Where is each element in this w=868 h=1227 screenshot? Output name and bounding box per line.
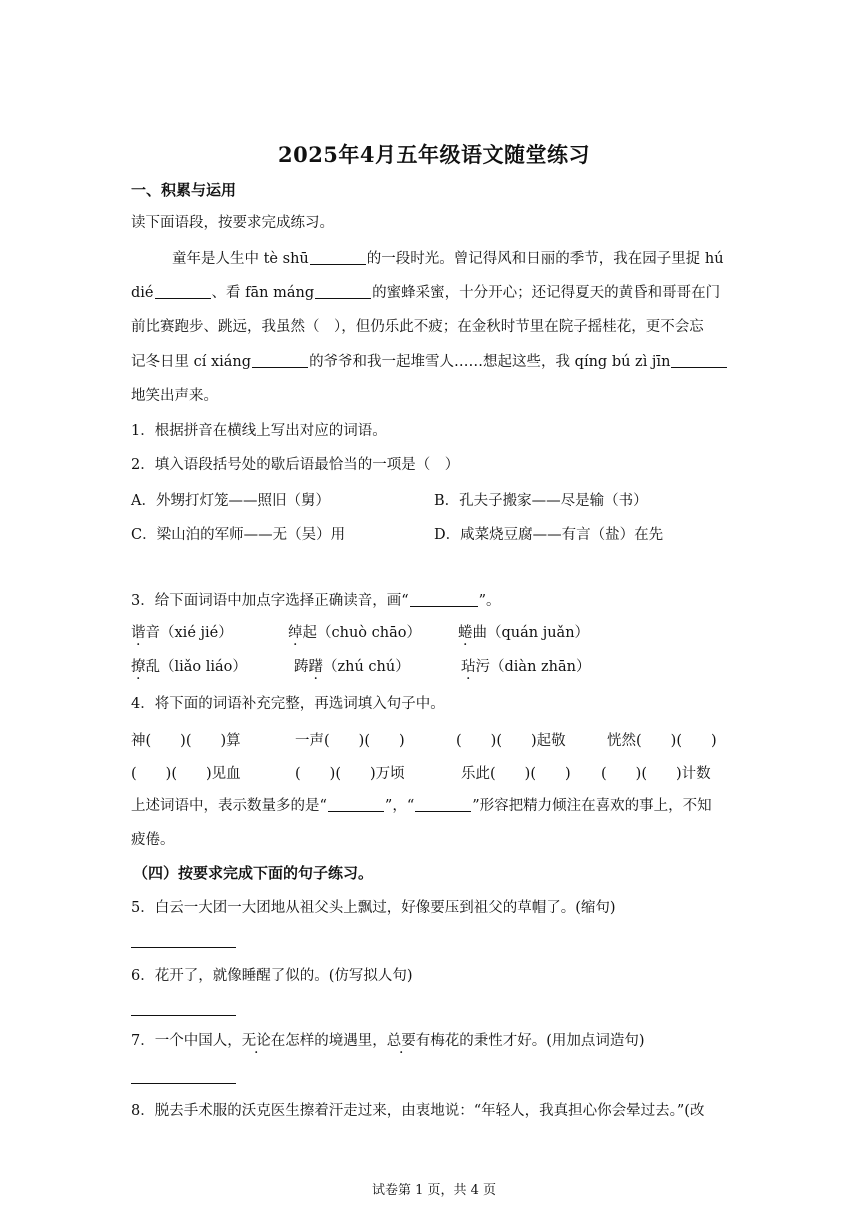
idiom-item[interactable]: ( )( )起敬 xyxy=(456,733,566,749)
page-footer: 试卷第 1 页，共 4 页 xyxy=(371,1183,497,1198)
dotted-word: 无论 xyxy=(241,1033,271,1049)
question-4-sentence-end: 疲倦。 xyxy=(131,832,175,848)
passage-line-2: dié 、看 fān máng 的蜜蜂采蜜，十分开心；还记得夏天的黄昏和哥哥在门 xyxy=(131,285,721,301)
pinyin-choice-2[interactable]: 绰起（chuò chāo） xyxy=(288,625,421,641)
idiom-item[interactable]: ( )( )计数 xyxy=(601,766,711,782)
answer-blank[interactable] xyxy=(155,284,211,299)
passage-line-3: 前比赛跑步、跳远，我虽然（ ），但仍乐此不疲；在金秋时节里在院子摇桂花，更不会忘 xyxy=(131,319,704,335)
question-2: 2．填入语段括号处的歇后语最恰当的一项是（ ） xyxy=(131,457,460,473)
idiom-item[interactable]: 神( )( )算 xyxy=(131,733,241,749)
option-c[interactable]: C．梁山泊的军师——无（吴）用 xyxy=(131,527,346,543)
page-title: 2025年4月五年级语文随堂练习 xyxy=(277,142,591,167)
idiom-item[interactable]: 乐此( )( ) xyxy=(461,766,571,782)
answer-blank[interactable] xyxy=(671,353,727,368)
option-b[interactable]: B．孔夫子搬家——尽是输（书） xyxy=(434,493,648,509)
section-heading-sentences: （四）按要求完成下面的句子练习。 xyxy=(133,864,374,882)
pinyin-choice-1[interactable]: 谐音（xié jié） xyxy=(131,625,233,641)
section-heading-accumulation: 一、积累与运用 xyxy=(131,181,237,199)
question-4-sentence: 上述词语中，表示数量多的是“ ”，“ ”形容把精力倾注在喜欢的事上，不知 xyxy=(131,798,712,814)
answer-line[interactable] xyxy=(131,947,236,948)
question-7: 7．一个中国人，无论在怎样的境遇里，总要有梅花的秉性才好。(用加点词造句) xyxy=(131,1033,645,1049)
question-6: 6．花开了，就像睡醒了似的。(仿写拟人句) xyxy=(131,968,413,984)
pinyin-choice-5[interactable]: 踌躇（zhú chú） xyxy=(294,659,410,675)
answer-blank[interactable] xyxy=(328,797,384,812)
answer-blank[interactable] xyxy=(315,284,371,299)
idiom-item[interactable]: 恍然( )( ) xyxy=(607,733,717,749)
passage-line-1: 童年是人生中 tè shū 的一段时光。曾记得风和日丽的季节，我在园子里捉 hú xyxy=(172,251,724,267)
reading-instruction: 读下面语段，按要求完成练习。 xyxy=(131,215,334,231)
answer-blank xyxy=(410,592,478,607)
answer-line[interactable] xyxy=(131,1015,236,1016)
idiom-item[interactable]: ( )( )见血 xyxy=(131,766,241,782)
pinyin-choice-3[interactable]: 蜷曲（quán juǎn） xyxy=(458,625,590,641)
option-a[interactable]: A．外甥打灯笼——照旧（舅） xyxy=(131,493,330,509)
passage-line-4: 记冬日里 cí xiáng 的爷爷和我一起堆雪人……想起这些，我 qíng bú zì jīn xyxy=(131,353,728,371)
question-5: 5．白云一大团一大团地从祖父头上飘过，好像要压到祖父的草帽了。(缩句) xyxy=(131,900,616,916)
answer-line[interactable] xyxy=(131,1083,236,1084)
question-8: 8．脱去手术服的沃克医生擦着汗走过来，由衷地说：“年轻人，我真担心你会晕过去。”(改 xyxy=(131,1103,705,1119)
answer-blank[interactable] xyxy=(252,353,308,368)
question-4: 4．将下面的词语补充完整，再选词填入句子中。 xyxy=(131,696,445,712)
idiom-item[interactable]: ( )( )万顷 xyxy=(295,766,405,782)
option-d[interactable]: D．咸菜烧豆腐——有言（盐）在先 xyxy=(434,527,664,543)
pinyin-choice-4[interactable]: 撩乱（liǎo liáo） xyxy=(131,659,247,675)
dotted-word: 总要 xyxy=(386,1033,416,1049)
question-1: 1．根据拼音在横线上写出对应的词语。 xyxy=(131,423,387,439)
pinyin-choice-6[interactable]: 玷污（diàn zhān） xyxy=(461,659,591,675)
idiom-item[interactable]: 一声( )( ) xyxy=(295,733,405,749)
answer-blank[interactable] xyxy=(310,250,366,265)
passage-line-5: 地笑出声来。 xyxy=(131,388,218,404)
question-3: 3．给下面词语中加点字选择正确读音，画“ ”。 xyxy=(131,593,501,609)
answer-blank[interactable] xyxy=(415,797,471,812)
